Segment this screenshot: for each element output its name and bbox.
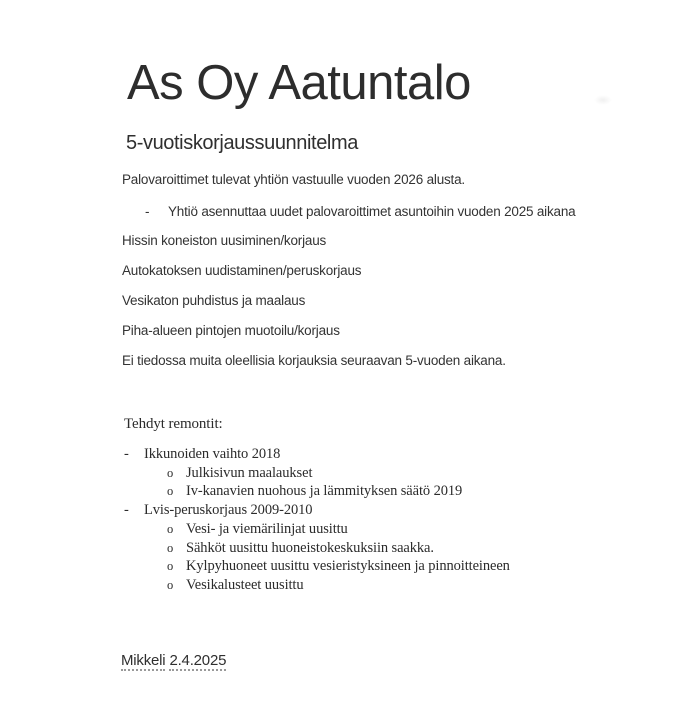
list-sub-item-label: Julkisivun maalaukset	[186, 464, 313, 481]
planned-item: Piha-alueen pintojen muotoilu/korjaus	[122, 323, 340, 338]
list-sub-item	[167, 482, 693, 501]
list-sub-item-label: Kylpyhuoneet uusittu vesieristyksineen ja pinnoitteineen	[186, 558, 510, 575]
completed-heading: Tehdyt remontit:	[124, 416, 223, 432]
planned-item: Vesikaton puhdistus ja maalaus	[122, 293, 306, 308]
intro-sub-bullet	[145, 203, 575, 221]
list-sub-item	[167, 576, 693, 595]
list-sub-item-label: Iv-kanavien nuohous ja lämmityksen säätö 2019	[186, 483, 463, 500]
list-item-label: Ikkunoiden vaihto 2018	[144, 446, 281, 462]
circle-bullet: o	[167, 521, 174, 536]
completed-section	[0, 415, 693, 595]
document-subtitle: 5-vuotiskorjaussuunnitelma	[126, 132, 358, 154]
circle-bullet: o	[167, 577, 174, 592]
list-sub-item-label: Vesikalusteet uusittu	[186, 576, 304, 593]
dash-bullet: -	[124, 446, 129, 462]
circle-bullet: o	[167, 484, 174, 499]
list-item-label: Lvis-peruskorjaus 2009-2010	[144, 502, 313, 519]
circle-bullet: o	[167, 559, 174, 574]
dash-bullet: -	[124, 502, 129, 519]
planned-item: Hissin koneiston uusiminen/korjaus	[122, 233, 327, 248]
document-footer	[121, 651, 226, 671]
footer-date: 2.4.2025	[169, 652, 227, 669]
planned-item: Ei tiedossa muita oleellisia korjauksia seuraavan 5-vuoden aikana.	[122, 353, 506, 368]
intro-paragraph: Palovaroittimet tulevat yhtiön vastuulle vuoden 2026 alusta.	[122, 172, 465, 187]
list-item	[124, 501, 693, 520]
list-sub-item	[167, 464, 693, 483]
list-sub-item	[167, 520, 693, 539]
intro-sub-bullet-text: Yhtiö asennuttaa uudet palovaroittimet asuntoihin vuoden 2025 aikana	[168, 204, 576, 219]
list-sub-item	[167, 557, 693, 576]
list-sub-item-label: Sähköt uusittu huoneistokeskuksiin saakka.	[186, 539, 434, 556]
planned-item: Autokatoksen uudistaminen/peruskorjaus	[122, 263, 362, 278]
list-item	[124, 445, 693, 464]
dash-bullet: -	[145, 204, 150, 219]
scan-smudge-artifact	[594, 95, 612, 105]
circle-bullet: o	[167, 540, 174, 555]
list-sub-item-label: Vesi- ja viemärilinjat uusittu	[186, 520, 348, 537]
footer-city: Mikkeli	[121, 652, 166, 669]
document-title: As Oy Aatuntalo	[127, 56, 471, 110]
list-sub-item	[167, 539, 693, 558]
circle-bullet: o	[167, 465, 174, 480]
